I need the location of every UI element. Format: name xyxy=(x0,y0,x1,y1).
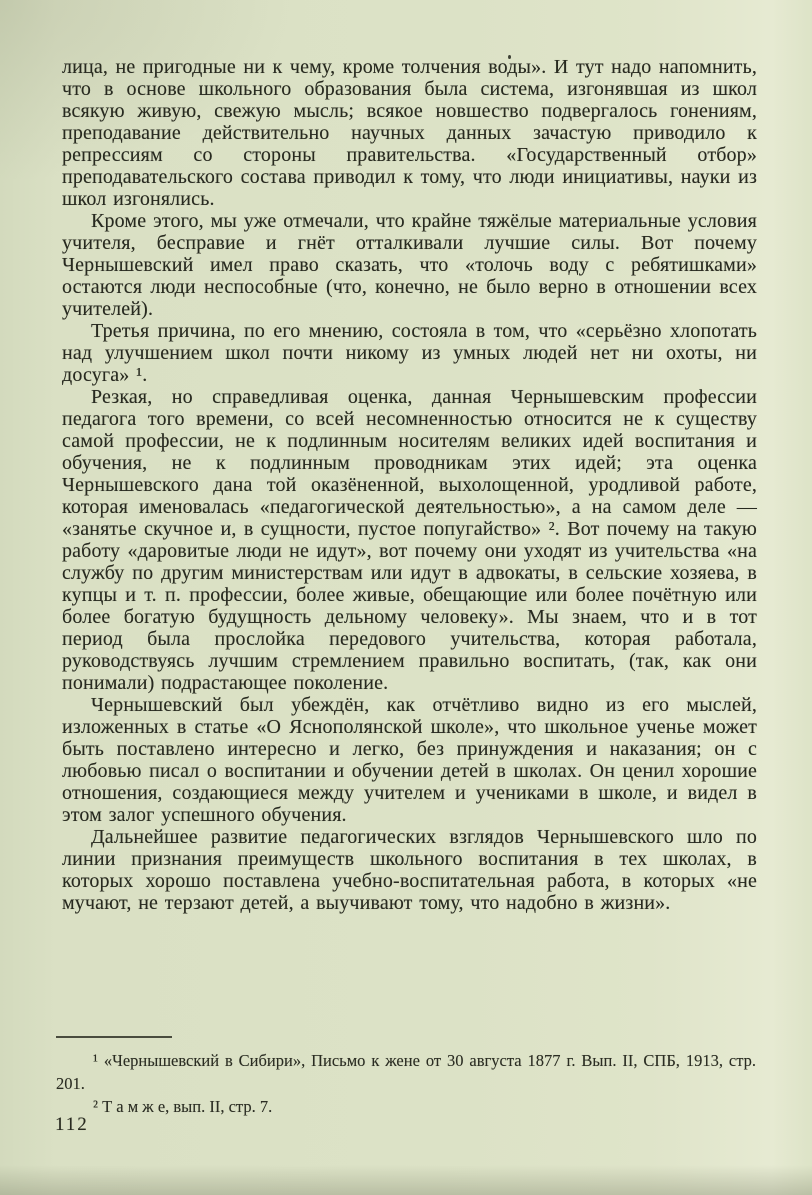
paragraph-5: Чернышевский был убеждён, как отчётливо видно из его мыслей, изложенных в статье «О Яснополянской школе», что школьное ученье может быть поставлено интересно и легко, без принуждения и наказания; он с любовью писал о воспитании и обучении детей в школах. Он ценил хорошие отношения, создающиеся между учителем и учениками в школе, и видел в этом залог успешного обучения. xyxy=(62,694,757,826)
footnote-area xyxy=(56,1024,756,1118)
footnote-1: ¹ «Чернышевский в Сибири», Письмо к жене от 30 августа 1877 г. Вып. II, СПБ, 1913, стр. 201. xyxy=(56,1051,756,1093)
body-paragraphs xyxy=(62,56,757,914)
paragraph-6: Дальнейшее развитие педагогических взглядов Чернышевского шло по линии признания преимуществ школьного воспитания в тех школах, в которых хорошо поставлена учебно-воспитательная работа, в которых «не мучают, не терзают детей, а выучивают тому, что надобно в жизни». xyxy=(62,826,757,914)
page-text-block xyxy=(62,56,757,914)
footnote-list xyxy=(56,1049,756,1118)
page-number: 112 xyxy=(55,1114,89,1135)
paragraph-4: Резкая, но справедливая оценка, данная Чернышевским профессии педагога того времени, со всей несомненностью относится не к существу самой профессии, не к подлинным носителям великих идей воспитания и обучения, не к подлинным проводникам этих идей; эта оценка Чернышевского дана той оказёненной, выхолощенной, уродливой работе, которая именовалась «педагогической деятельностью», а на самом деле — «занятье скучное и, в сущности, пустое попугайство» ². Вот почему на такую работу «даровитые люди не идут», вот почему они уходят из учительства «на службу по другим министерствам или идут в адвокаты, в сельские хозяева, в купцы и т. п. профессии, более живые, обещающие или более почётную или более богатую будущность дельному человеку». Мы знаем, что и в тот период была прослойка передового учительства, которая работала, руководствуясь лучшим стремлением правильно воспитать, (так, как они понимали) подрастающее поколение. xyxy=(62,386,757,694)
paragraph-2: Кроме этого, мы уже отмечали, что крайне тяжёлые материальные условия учителя, бесправие и гнёт отталкивали лучшие силы. Вот почему Чернышевский имел право сказать, что «толочь воду с ребятишками» остаются люди неспособные (что, конечно, не было верно в отношении всех учителей). xyxy=(62,210,757,320)
paragraph-3: Третья причина, по его мнению, состояла в том, что «серьёзно хлопотать над улучшением школ почти никому из умных людей нет ни охоты, ни досуга» ¹. xyxy=(62,320,757,386)
footnote-divider xyxy=(56,1036,172,1038)
paragraph-1: лица, не пригодные ни к чему, кроме толчения воды». И тут надо напомнить, что в основе школьного образования была система, изгонявшая из школ всякую живую, свежую мысль; всякое новшество подвергалось гонениям, преподавание действительно научных данных зачастую приводило к репрессиям со стороны правительства. «Государственный отбор» преподавательского состава приводил к тому, что люди инициативы, науки из школ изгонялись. xyxy=(62,56,757,210)
footnote-2: ² Т а м ж е, вып. II, стр. 7. xyxy=(93,1097,273,1116)
